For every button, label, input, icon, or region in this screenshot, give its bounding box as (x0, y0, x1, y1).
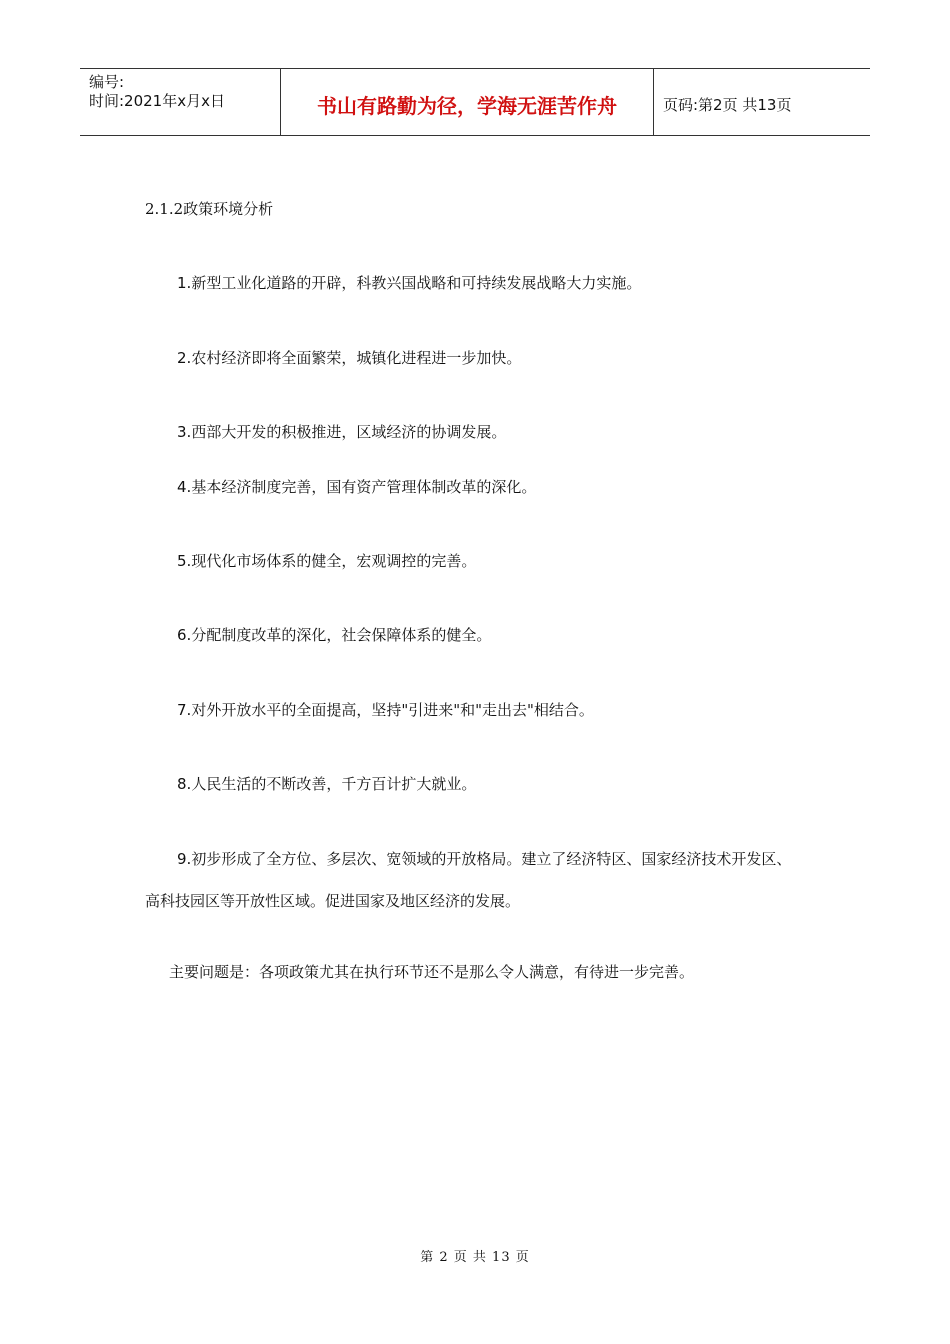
section-heading: 2.1.2政策环境分析 (145, 200, 274, 218)
policy-item-6: 6.分配制度改革的深化，社会保障体系的健全。 (177, 626, 492, 644)
header-page-info: 页码:第2页 共13页 (663, 95, 792, 114)
document-number-label: 编号: (89, 73, 125, 91)
header-meta-cell (80, 69, 281, 135)
policy-item-1: 1.新型工业化道路的开辟，科教兴国战略和可持续发展战略大力实施。 (177, 274, 642, 292)
header-table (80, 68, 870, 136)
header-motto-cell (281, 69, 654, 135)
policy-item-5: 5.现代化市场体系的健全，宏观调控的完善。 (177, 552, 477, 570)
policy-item-9: 9.初步形成了全方位、多层次、宽领域的开放格局。建立了经济特区、国家经济技术开发区、高科技园区等开放性区域。促进国家及地区经济的发展。 (145, 850, 792, 910)
main-problem-paragraph: 主要问题是：各项政策尤其在执行环节还不是那么令人满意，有待进一步完善。 (169, 963, 695, 981)
policy-item-4: 4.基本经济制度完善，国有资产管理体制改革的深化。 (177, 478, 537, 496)
policy-item-8: 8.人民生活的不断改善，千方百计扩大就业。 (177, 775, 477, 793)
document-time-label: 时间:2021年x月x日 (89, 92, 225, 110)
header-motto: 书山有路勤为径，学海无涯苦作舟 (317, 93, 617, 118)
footer-page-number: 第 2 页 共 13 页 (420, 1250, 530, 1265)
policy-item-3: 3.西部大开发的积极推进，区域经济的协调发展。 (177, 423, 507, 441)
policy-item-2: 2.农村经济即将全面繁荣，城镇化进程进一步加快。 (177, 349, 522, 367)
page-footer (0, 1246, 950, 1265)
policy-item-7: 7.对外开放水平的全面提高，坚持"引进来"和"走出去"相结合。 (177, 701, 594, 719)
header-page-cell (654, 69, 870, 135)
